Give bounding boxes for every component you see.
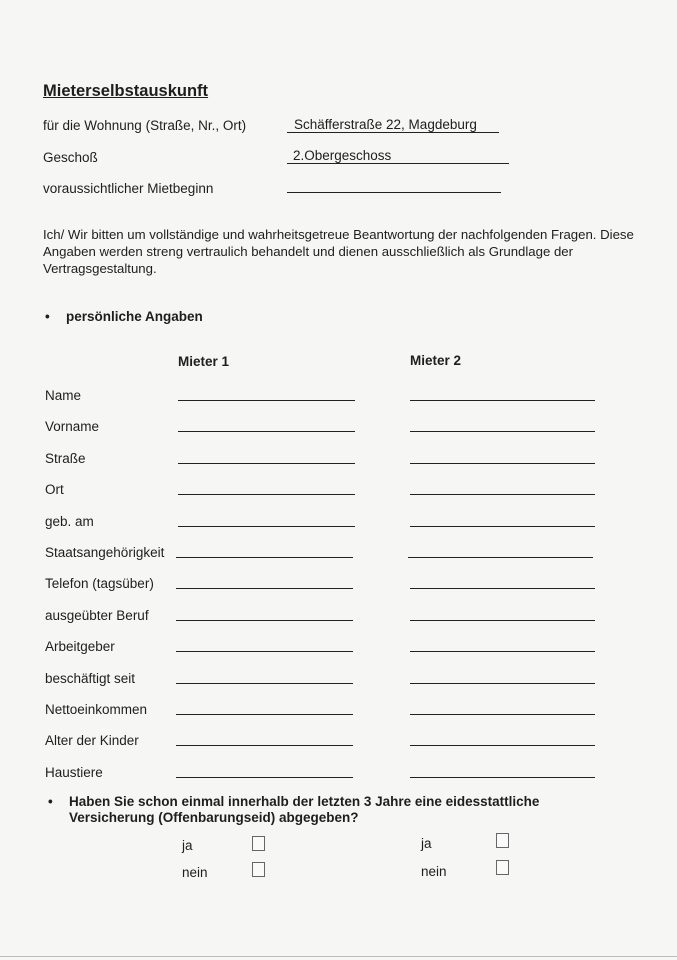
checkbox-yes-tenant1[interactable] — [252, 836, 265, 851]
input-line-tenant1[interactable] — [176, 651, 353, 652]
input-line-tenant2[interactable] — [410, 588, 595, 589]
input-line-tenant2[interactable] — [410, 463, 595, 464]
input-line-tenant2[interactable] — [408, 557, 593, 558]
page-title: Mieterselbstauskunft — [43, 82, 209, 100]
input-line-tenant2[interactable] — [410, 777, 595, 778]
question-line2: Versicherung (Offenbarungseid) abgegeben? — [69, 810, 359, 825]
input-line-tenant2[interactable] — [410, 620, 595, 621]
checkbox-no-tenant2[interactable] — [496, 860, 509, 875]
input-line-tenant2[interactable] — [410, 431, 595, 432]
field-label: beschäftigt seit — [45, 670, 136, 686]
intro-text: Ich/ Wir bitten um vollständige und wahrheitsgetreue Beantwortung der nachfolgenden Fragen. Diese Angaben werden streng vertraulich behandelt und dienen ausschließlich als Grundlage der Vertragsgestaltung. — [43, 227, 634, 276]
field-label: Nettoeinkommen — [45, 702, 148, 717]
column-header-tenant2: Mieter 2 — [410, 353, 462, 368]
bullet: • — [45, 309, 50, 324]
field-label: Straße — [45, 450, 86, 466]
no-label-tenant2: nein — [421, 864, 447, 879]
field-label: Ort — [45, 482, 64, 498]
field-label: Haustiere — [45, 764, 103, 780]
input-line-tenant1[interactable] — [176, 745, 353, 746]
field-label: geb. am — [45, 513, 94, 529]
apartment-label: für die Wohnung (Straße, Nr., Ort) — [43, 118, 247, 133]
checkbox-no-tenant1[interactable] — [252, 862, 265, 877]
field-label: Staatsangehörigkeit — [45, 545, 165, 560]
yes-label-tenant1: ja — [182, 838, 193, 853]
field-label: ausgeübter Beruf — [45, 607, 149, 623]
bullet: • — [48, 794, 53, 809]
checkbox-yes-tenant2[interactable] — [496, 833, 509, 848]
input-line-tenant2[interactable] — [410, 526, 595, 527]
yes-label-tenant2: ja — [421, 836, 432, 851]
input-line-tenant1[interactable] — [176, 683, 353, 684]
field-label: Vorname — [45, 419, 100, 435]
start-date-label: voraussichtlicher Mietbeginn — [43, 181, 214, 196]
column-header-tenant1: Mieter 1 — [178, 354, 230, 369]
floor-label: Geschoß — [43, 150, 98, 165]
input-line-tenant1[interactable] — [178, 494, 355, 495]
input-line-tenant1[interactable] — [178, 463, 355, 464]
input-line-tenant1[interactable] — [176, 620, 353, 621]
page-edge — [0, 956, 677, 957]
input-line-tenant1[interactable] — [176, 557, 353, 558]
input-line-tenant2[interactable] — [410, 714, 595, 715]
input-line-tenant2[interactable] — [410, 651, 595, 652]
start-date-field[interactable] — [287, 176, 501, 193]
input-line-tenant1[interactable] — [178, 400, 355, 401]
field-label: Arbeitgeber — [45, 639, 115, 655]
input-line-tenant2[interactable] — [410, 683, 595, 684]
input-line-tenant1[interactable] — [178, 431, 355, 432]
input-line-tenant2[interactable] — [410, 400, 595, 401]
no-label-tenant1: nein — [182, 865, 208, 880]
input-line-tenant2[interactable] — [410, 494, 595, 495]
input-line-tenant1[interactable] — [176, 777, 353, 778]
floor-field[interactable]: 2.Obergeschoss — [287, 148, 509, 164]
field-label: Alter der Kinder — [45, 733, 139, 749]
input-line-tenant1[interactable] — [176, 714, 353, 715]
field-label: Telefon (tagsüber) — [45, 576, 154, 592]
input-line-tenant1[interactable] — [176, 588, 353, 589]
question-line1: Haben Sie schon einmal innerhalb der letzten 3 Jahre eine eidesstattliche — [69, 794, 540, 809]
input-line-tenant2[interactable] — [410, 745, 595, 746]
apartment-field[interactable]: Schäfferstraße 22, Magdeburg — [287, 117, 499, 133]
section-heading-personal: persönliche Angaben — [66, 309, 203, 324]
field-label: Name — [45, 388, 82, 403]
input-line-tenant1[interactable] — [178, 526, 355, 527]
